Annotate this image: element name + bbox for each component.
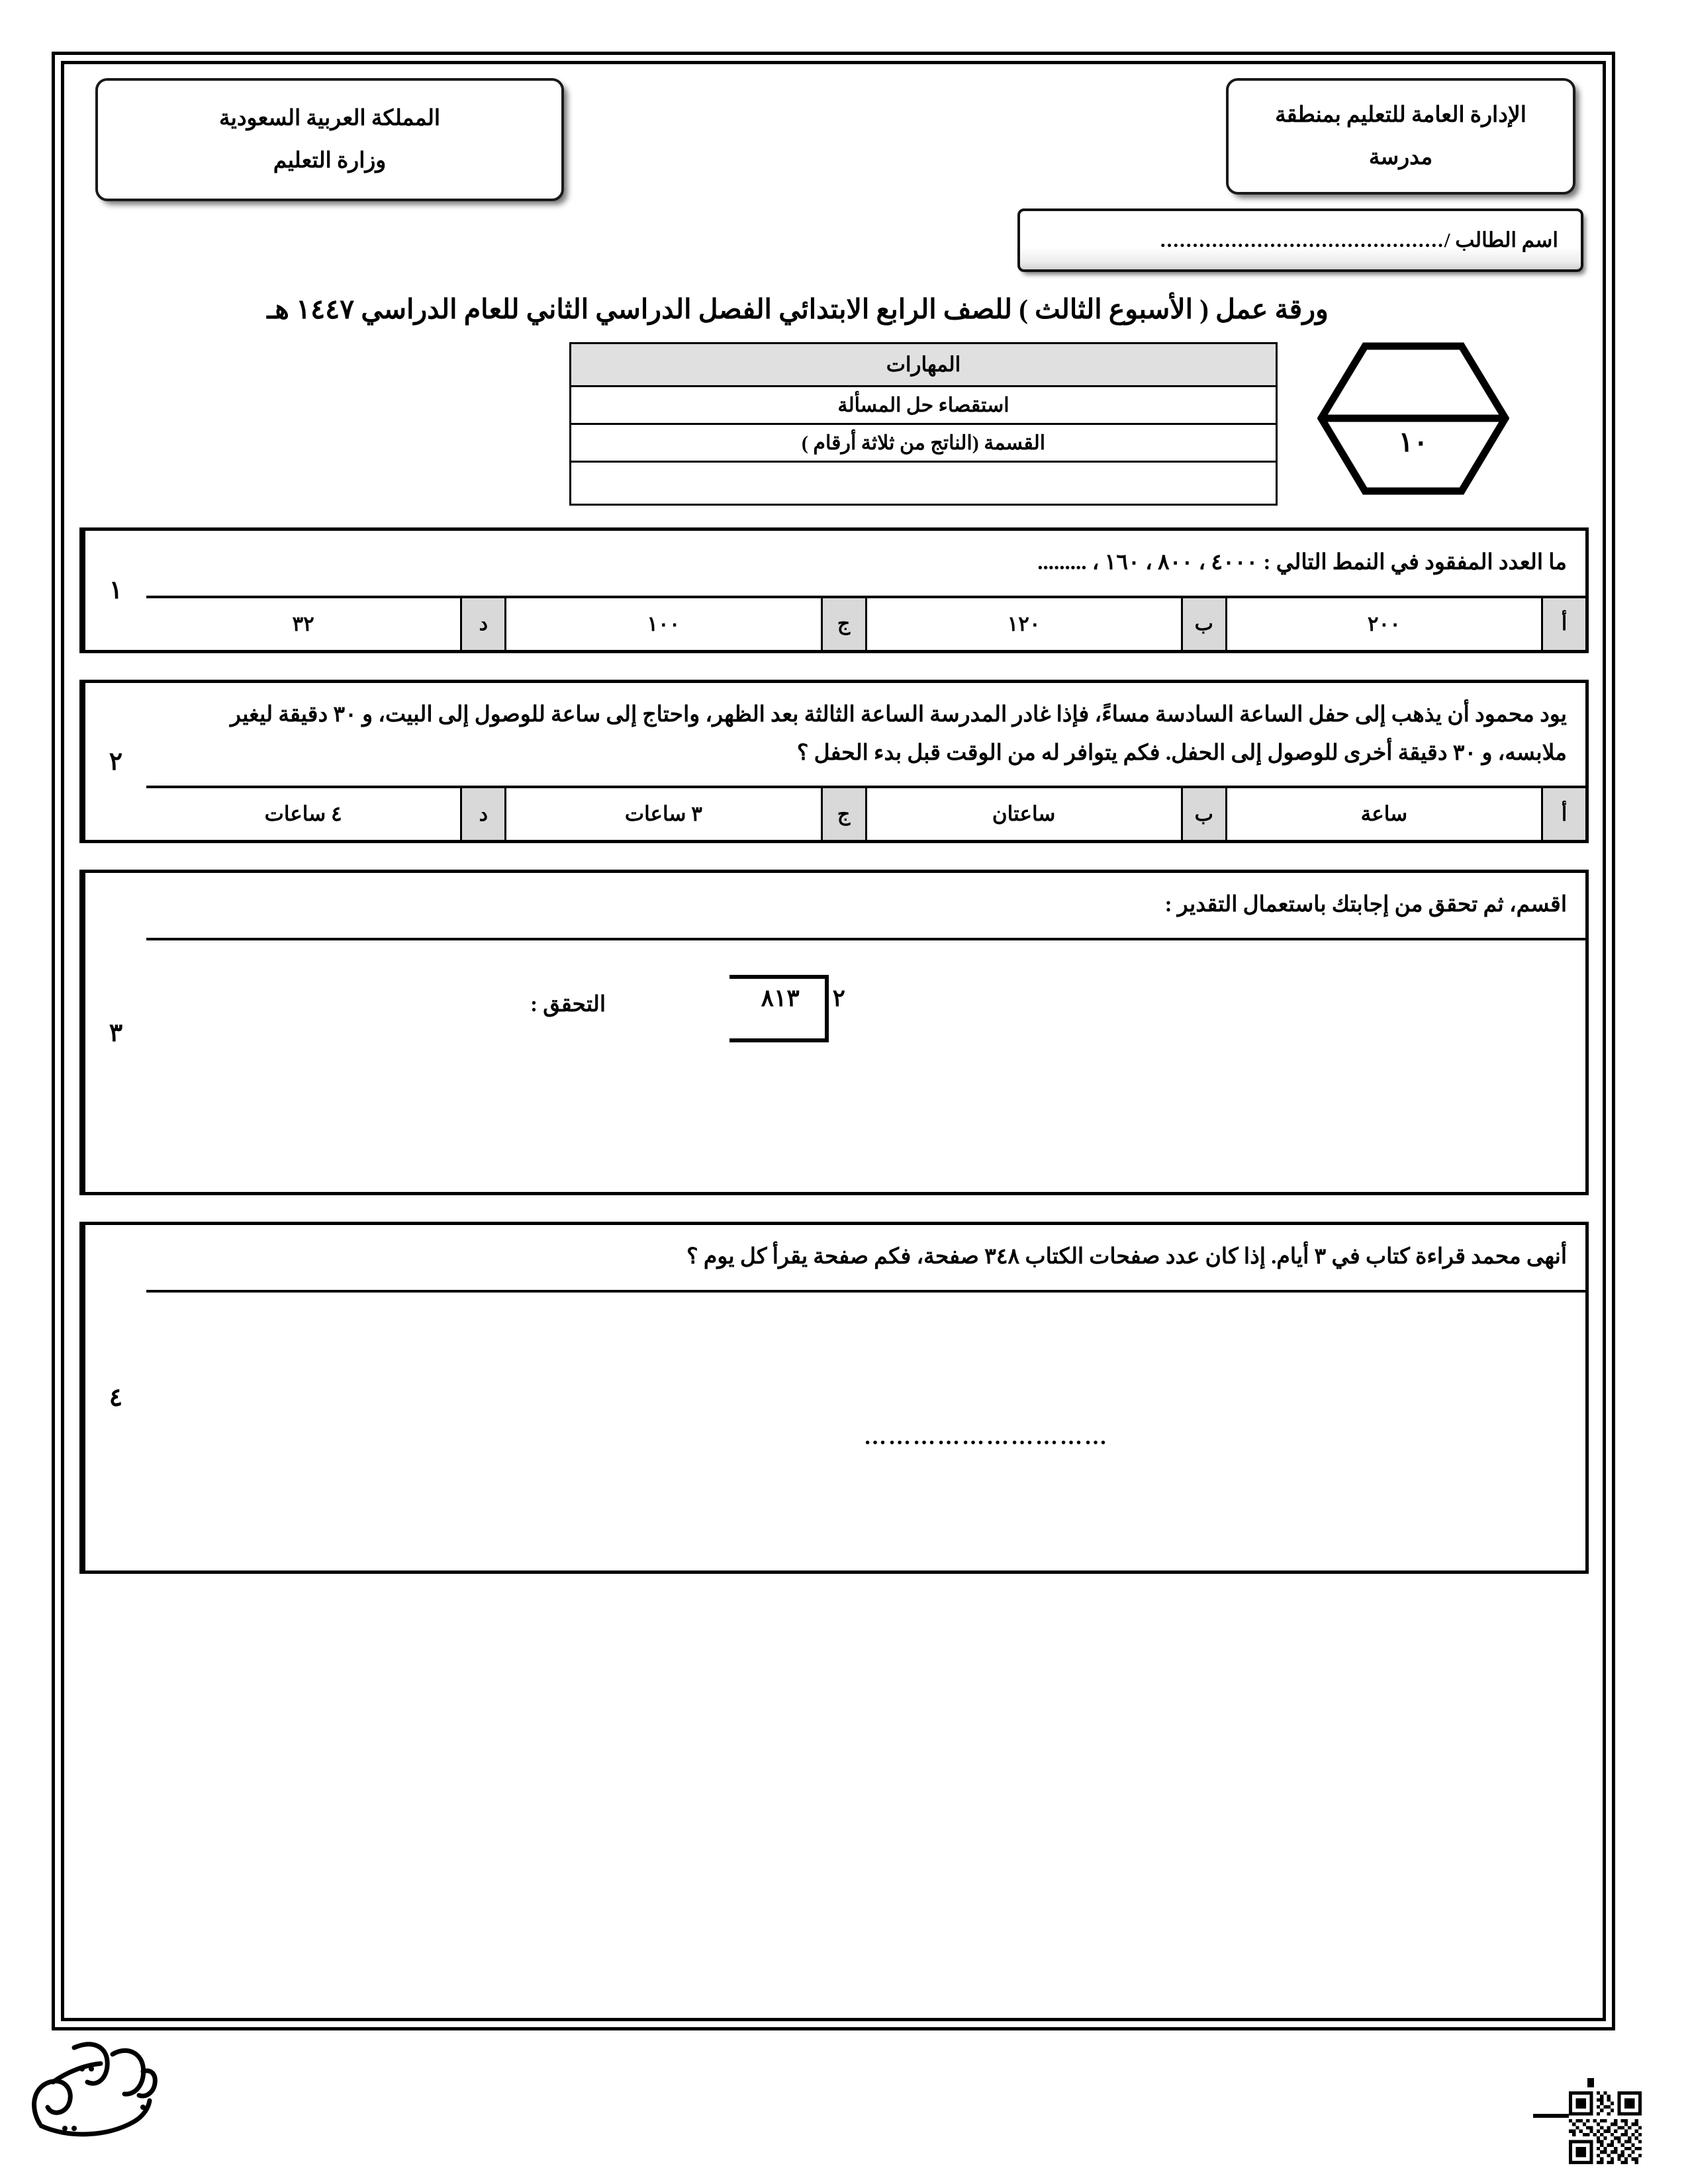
signature-icon <box>13 2008 179 2154</box>
skill-cell-3 <box>571 462 1277 505</box>
score-hexagon <box>1317 341 1509 496</box>
kingdom-ministry-box <box>95 78 564 201</box>
score-total-value: ١٠ <box>1398 428 1429 458</box>
choice-option-d[interactable]: ٤ ساعات <box>264 802 342 826</box>
header-row <box>79 73 1589 215</box>
choice-letter-b: ب <box>1181 788 1225 840</box>
choice-option-b[interactable]: ساعتان <box>865 788 1181 840</box>
question-1-text: ما العدد المفقود في النمط التالي : ٤٠٠٠ ، ٨٠٠ ، ١٦٠ ، ......... <box>1037 551 1567 574</box>
question-1-body <box>146 531 1585 650</box>
question-1-number: ١ <box>83 531 146 650</box>
education-directorate-box <box>1226 78 1575 195</box>
choice-option-c[interactable]: ٣ ساعات <box>504 788 820 840</box>
choice-letter-c: ج <box>821 598 865 650</box>
score-and-skills-row <box>79 336 1589 501</box>
choice-letter-c: ج <box>821 788 865 840</box>
question-block-2 <box>79 680 1589 844</box>
question-block-1 <box>79 527 1589 653</box>
ministry-line: وزارة التعليم <box>273 149 387 173</box>
skill-row <box>571 424 1277 462</box>
question-2-number: ٢ <box>83 683 146 841</box>
divisor-value: ٢ <box>832 985 845 1011</box>
question-2-body <box>146 683 1585 841</box>
choice-option-d[interactable]: ٣٢ <box>292 612 314 635</box>
kingdom-line: المملكة العربية السعودية <box>218 106 441 130</box>
skill-row <box>571 387 1277 424</box>
question-2-choices <box>146 786 1585 840</box>
student-name-blank: ............................................ <box>1160 228 1444 251</box>
student-name-label: اسم الطالب / <box>1444 228 1558 251</box>
answer-dotted-line: ………………………… <box>864 1424 1109 1449</box>
dividend-value: ٨١٣ <box>729 975 829 1042</box>
skill-row <box>571 462 1277 505</box>
qr-code[interactable] <box>1569 2091 1642 2164</box>
question-4-body <box>146 1225 1585 1570</box>
choice-option-a[interactable]: ٢٠٠ <box>1225 598 1541 650</box>
question-block-3 <box>79 870 1589 1195</box>
skills-header-row <box>571 343 1277 387</box>
question-block-4 <box>79 1222 1589 1574</box>
choice-letter-d: د <box>460 598 504 650</box>
question-3-text: اقسم، ثم تحقق من إجابتك باستعمال التقدير : <box>1164 893 1567 917</box>
skills-header-cell: المهارات <box>571 343 1277 387</box>
verification-label: التحقق : <box>530 993 606 1017</box>
choice-letter-a: أ <box>1541 598 1585 650</box>
question-4-answer-area[interactable] <box>146 1290 1585 1570</box>
worksheet-content <box>79 73 1589 2012</box>
question-4-text: أنهى محمد قراءة كتاب في ٣ أيام. إذا كان عدد صفحات الكتاب ٣٤٨ صفحة، فكم صفحة يقرأ كل يوم ؟ <box>686 1245 1567 1269</box>
qr-code-icon <box>1569 2091 1642 2164</box>
long-division-expression <box>729 975 857 1042</box>
skill-cell-1: استقصاء حل المسألة <box>571 387 1277 424</box>
page-title: ورقة عمل ( الأسبوع الثالث ) للصف الرابع الابتدائي الفصل الدراسي الثاني للعام الدراسي ١٤٤٧ هـ <box>267 294 1329 324</box>
question-3-body <box>146 873 1585 1192</box>
hexagon-shape <box>1317 341 1509 496</box>
question-3-work-area[interactable] <box>146 938 1585 1192</box>
choice-letter-b: ب <box>1181 598 1225 650</box>
choice-option-c[interactable]: ١٠٠ <box>504 598 820 650</box>
skill-cell-2: القسمة (الناتج من ثلاثة أرقام ) <box>571 424 1277 462</box>
choice-letter-a: أ <box>1541 788 1585 840</box>
question-1-choices <box>146 596 1585 650</box>
directorate-line-2: مدرسة <box>1368 146 1433 169</box>
directorate-line-1: الإدارة العامة للتعليم بمنطقة <box>1275 103 1526 127</box>
choice-letter-d: د <box>460 788 504 840</box>
calligraphy-signature-logo <box>13 2008 179 2154</box>
question-2-text: يود محمود أن يذهب إلى حفل الساعة السادسة مساءً، فإذا غادر المدرسة الساعة الثالثة بعد الظهر، واحتاج إلى ساعة للوصول إلى البيت، و ٣٠ دقيقة ليغير ملابسه، و ٣٠ دقيقة أخرى للوصول إلى الحفل. فكم يتوافر له من الوقت قبل بدء الحفل ؟ <box>230 702 1567 765</box>
qr-top-tick <box>1587 2078 1594 2087</box>
question-4-number: ٤ <box>83 1225 146 1570</box>
choice-option-a[interactable]: ساعة <box>1225 788 1541 840</box>
skills-table <box>569 342 1278 506</box>
student-name-field[interactable] <box>1017 208 1583 272</box>
question-3-number: ٣ <box>83 873 146 1192</box>
choice-option-b[interactable]: ١٢٠ <box>865 598 1181 650</box>
